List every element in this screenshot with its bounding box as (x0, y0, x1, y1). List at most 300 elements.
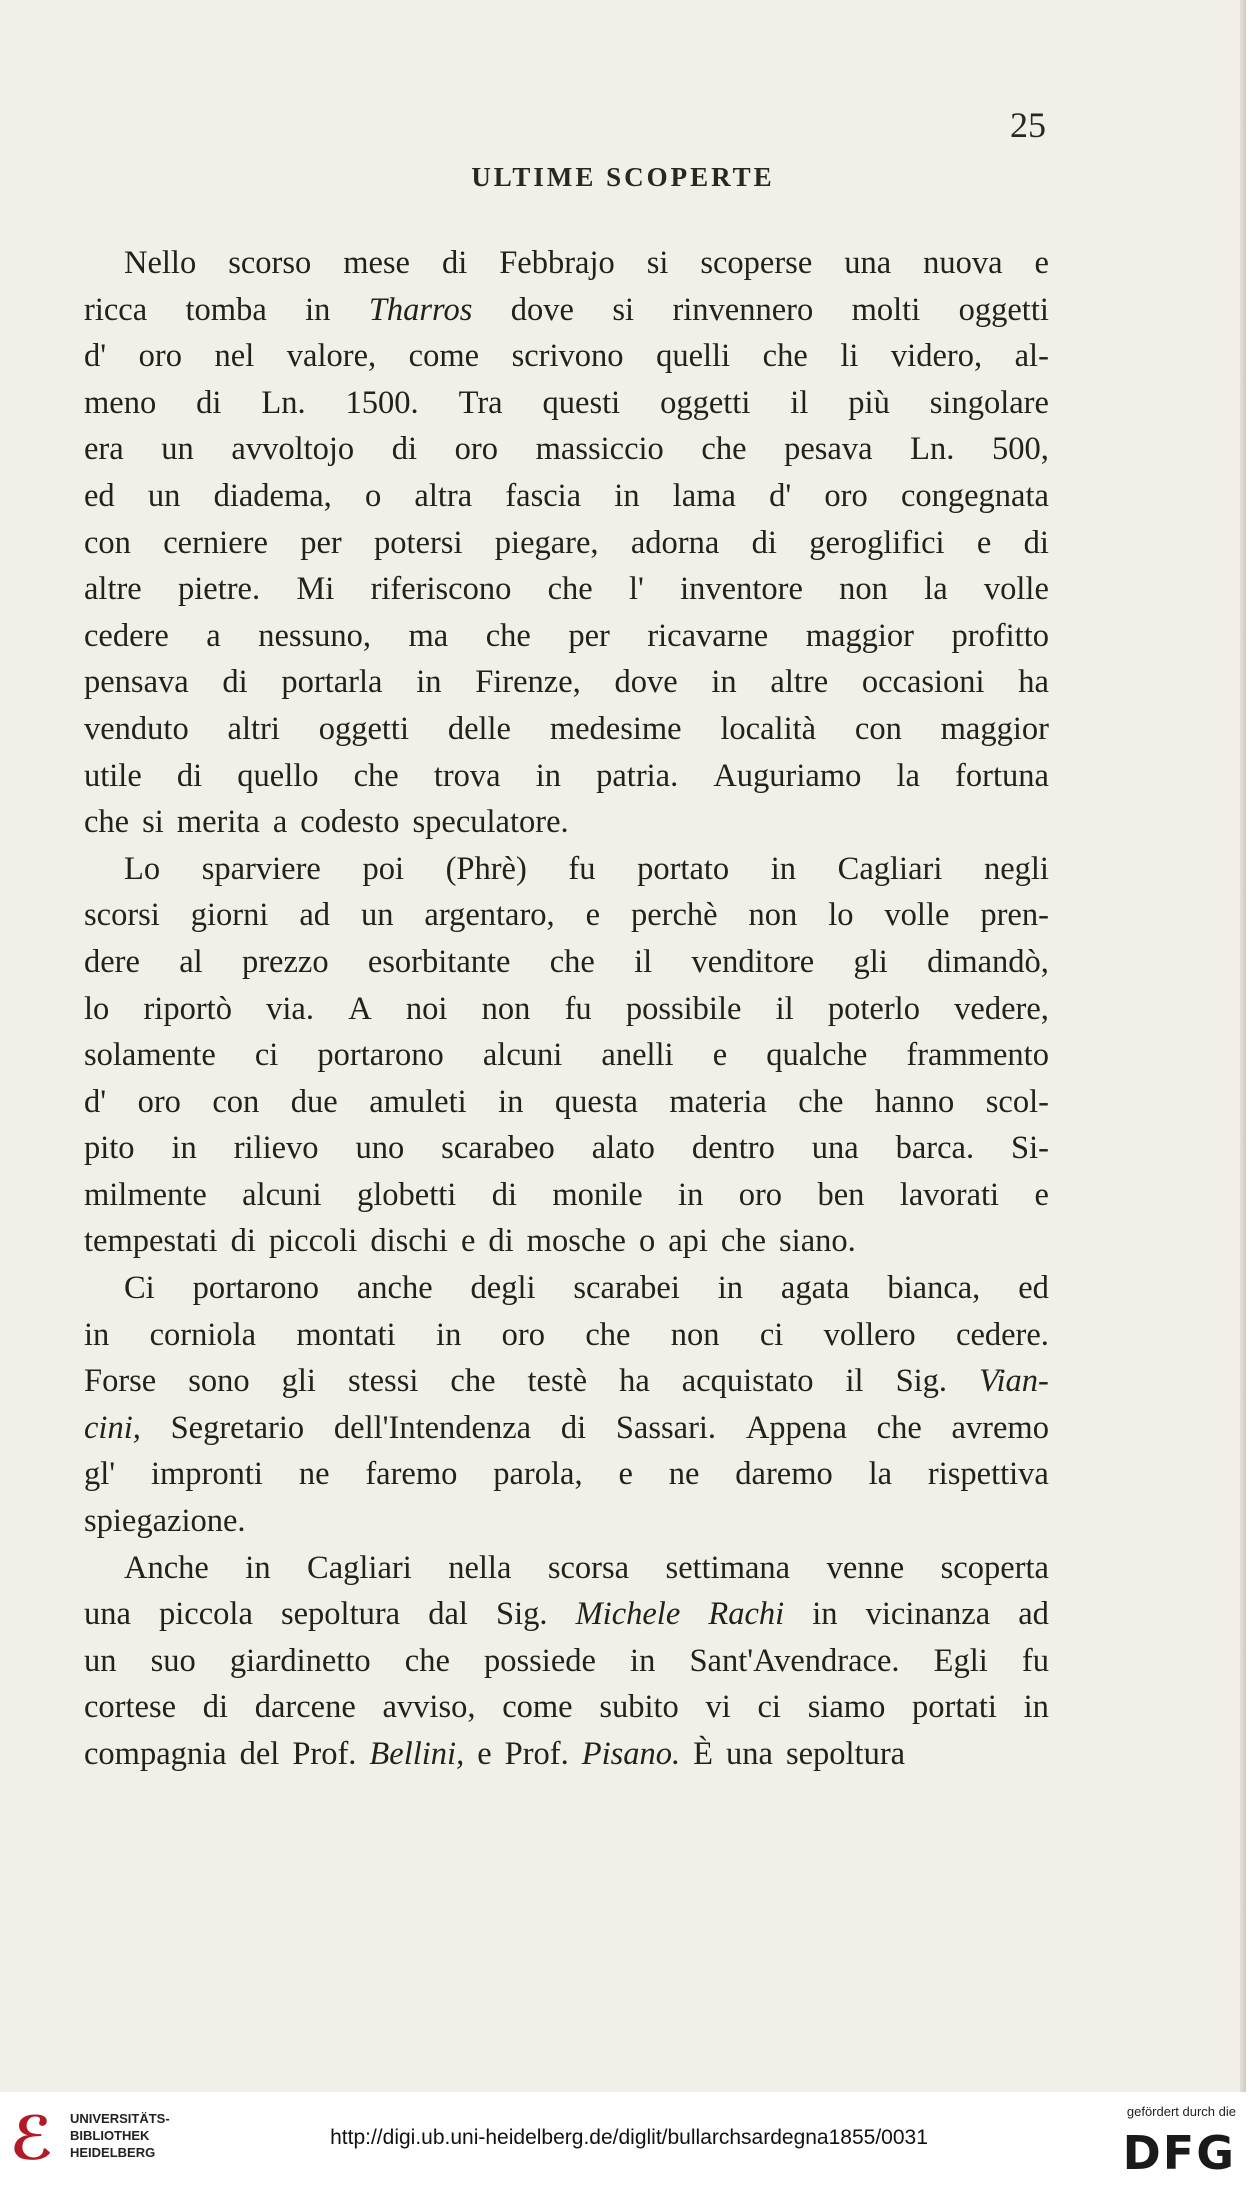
text-line (84, 333, 1049, 380)
word: un (360, 897, 394, 934)
word: venditore (691, 943, 815, 980)
word: una (811, 1130, 859, 1167)
word: venne (826, 1549, 905, 1586)
word: noi (405, 990, 448, 1027)
word: Tharros (368, 291, 473, 328)
text-line (84, 1545, 1049, 1592)
text-line (84, 986, 1049, 1033)
word: ed (84, 477, 115, 514)
word: fu (1021, 1642, 1049, 1679)
word: nessuno, (258, 617, 372, 654)
word: ricca (84, 291, 148, 328)
word: fu (564, 990, 592, 1027)
word: non (670, 1316, 720, 1353)
word: di (488, 1223, 514, 1260)
word: del (239, 1736, 280, 1772)
word: oro (738, 1176, 783, 1213)
text-line (84, 799, 1049, 846)
word: occasioni (861, 664, 985, 701)
text-line (84, 473, 1049, 520)
word: che (450, 1363, 496, 1400)
word: in (1023, 1689, 1049, 1726)
word: al (179, 943, 203, 980)
word: scarabei (573, 1270, 680, 1307)
word: che (876, 1409, 922, 1446)
word: poterlo (827, 990, 920, 1027)
word: oggetti (318, 710, 409, 747)
word: A (348, 990, 372, 1027)
word: cini, (84, 1409, 141, 1446)
word: Prof. (504, 1736, 569, 1772)
word: videro, (890, 338, 983, 375)
word: con (212, 1083, 260, 1120)
word: rilievo (233, 1130, 319, 1167)
word: settimana (665, 1549, 791, 1586)
funded-by-label: gefördert durch die (1126, 2104, 1236, 2119)
word: subito (599, 1689, 679, 1726)
word: pesava (784, 431, 873, 468)
word: quello (237, 757, 319, 794)
word: scorsi (84, 897, 160, 934)
word: che (549, 943, 595, 980)
word: Tra (458, 384, 503, 421)
word: piccola (159, 1596, 253, 1633)
word: stessi (347, 1363, 419, 1400)
word: un (84, 1642, 117, 1679)
text-line (84, 659, 1049, 706)
word: possibile (625, 990, 742, 1027)
word: l' (629, 571, 644, 608)
page-edge (1240, 0, 1246, 2092)
word: profitto (951, 617, 1049, 654)
word: degli (470, 1270, 536, 1307)
word: piccoli (268, 1223, 358, 1260)
word: congegnata (900, 477, 1049, 514)
word: siamo (807, 1689, 886, 1726)
word: come (502, 1689, 573, 1726)
word: scrivono (511, 338, 624, 375)
word: hanno (874, 1083, 955, 1120)
word: come (408, 338, 480, 375)
word: che (762, 338, 808, 375)
word: lo (828, 897, 854, 934)
word: ne (298, 1456, 330, 1493)
word: d' (84, 1083, 107, 1120)
word: lo (84, 990, 110, 1027)
word: in (812, 1596, 838, 1633)
word: con (854, 710, 902, 747)
word: maggior (805, 617, 914, 654)
word: in (678, 1176, 704, 1213)
word: portato (637, 850, 730, 887)
word: si (646, 245, 669, 281)
word: scol- (985, 1083, 1049, 1120)
word: venduto (84, 710, 189, 747)
text-line (84, 613, 1049, 660)
word: Sassari. (615, 1409, 717, 1446)
word: monile (552, 1176, 643, 1213)
text-line (84, 380, 1049, 427)
word: bianca, (887, 1270, 981, 1307)
word: pito (84, 1130, 135, 1167)
word: vollero (823, 1316, 916, 1353)
word: due (290, 1083, 338, 1120)
word: non (748, 897, 798, 934)
word: portarono (317, 1037, 444, 1074)
word: di (751, 524, 777, 561)
word: Forse (84, 1363, 157, 1400)
word: ha (1018, 664, 1049, 701)
word: d' (84, 338, 107, 375)
text-line (84, 1405, 1049, 1452)
word: dal (428, 1596, 468, 1633)
word: si (612, 291, 635, 328)
word: ben (817, 1176, 865, 1213)
word: oggetti (958, 291, 1049, 328)
word: riportò (143, 990, 232, 1027)
word: Sig. (496, 1596, 548, 1633)
text-line (84, 1032, 1049, 1079)
word: mese (343, 245, 410, 281)
word: alcuni (482, 1037, 563, 1074)
word: Sant'Avendrace. (689, 1642, 900, 1679)
word: portati (912, 1689, 997, 1726)
word: piegare, (494, 524, 599, 561)
word: solamente (84, 1037, 216, 1074)
word: ne (668, 1456, 700, 1493)
word: qualche (766, 1037, 868, 1074)
word: al- (1014, 338, 1049, 375)
word: di (391, 431, 418, 468)
word: perchè (630, 897, 718, 934)
word: di (196, 384, 222, 421)
word: oggetti (660, 384, 751, 421)
word: anche (356, 1270, 433, 1307)
word: o (638, 1223, 656, 1260)
word: agata (780, 1270, 850, 1307)
word: Ln. (261, 384, 306, 421)
word: altre (84, 571, 142, 608)
word: milmente (84, 1176, 207, 1213)
word: in (630, 1642, 656, 1679)
word: in (711, 664, 737, 701)
word: mosche (526, 1223, 626, 1260)
word: di (202, 1689, 229, 1726)
word: località (720, 710, 817, 747)
word: ma (408, 617, 449, 654)
word: Nello (124, 245, 197, 281)
text-line (84, 426, 1049, 473)
word: Ln. (910, 431, 955, 468)
word: d' (769, 477, 792, 514)
text-line (84, 1451, 1049, 1498)
word: possiede (484, 1642, 596, 1679)
word: che (585, 1316, 631, 1353)
word: darcene (254, 1689, 356, 1726)
permalink-url[interactable]: http://digi.ub.uni-heidelberg.de/diglit/bullarchsardegna1855/0031 (330, 2126, 928, 2149)
word: di (1023, 524, 1049, 561)
word: testè (527, 1363, 588, 1400)
word: di (222, 664, 248, 701)
body-text (84, 240, 1049, 1778)
word: inventore (680, 571, 803, 608)
word: spiegazione. (84, 1503, 246, 1540)
word: ed (1018, 1270, 1049, 1307)
word: potersi (374, 524, 463, 561)
word: utile (84, 757, 142, 794)
word: dentro (691, 1130, 775, 1167)
word: suo (150, 1642, 196, 1679)
word: daremo (735, 1456, 833, 1493)
library-name-line: BIBLIOTHEK (70, 2128, 150, 2143)
word: che (353, 757, 399, 794)
word: globetti (356, 1176, 457, 1213)
text-line (84, 287, 1049, 334)
word: di (176, 757, 203, 794)
text-line (84, 1125, 1049, 1172)
word: dell'Intendenza (333, 1409, 532, 1446)
word: scoperse (700, 245, 813, 281)
word: Sig. (895, 1363, 948, 1400)
word: via. (266, 990, 314, 1027)
text-line (84, 520, 1049, 567)
word: la (924, 571, 948, 608)
word: alato (591, 1130, 655, 1167)
word: Rachi (708, 1596, 785, 1633)
word: e (1034, 1176, 1049, 1213)
text-line (84, 240, 1049, 287)
word: geroglifici (809, 524, 945, 561)
word: non (839, 571, 888, 608)
word: trova (433, 757, 501, 794)
word: oro (137, 1083, 181, 1120)
word: cedere. (956, 1316, 1049, 1353)
word: che (485, 617, 531, 654)
word: dove (510, 291, 574, 328)
word: altre (770, 664, 829, 701)
text-line (84, 753, 1049, 800)
word: argentaro, (424, 897, 555, 934)
word: di (560, 1409, 587, 1446)
word: il (775, 990, 794, 1027)
word: sono (188, 1363, 250, 1400)
word: avremo (951, 1409, 1049, 1446)
text-line (84, 566, 1049, 613)
text-line (84, 1079, 1049, 1126)
page-number: 25 (1010, 105, 1046, 145)
text-line (84, 1265, 1049, 1312)
word: dischi (370, 1223, 448, 1260)
word: sepoltura (280, 1596, 401, 1633)
word: anelli (601, 1037, 674, 1074)
word: il (790, 384, 809, 421)
word: nuova (923, 245, 1003, 281)
word: pietre. (178, 571, 261, 608)
word: materia (669, 1083, 767, 1120)
viewer-footer (0, 2092, 1258, 2188)
word: siano. (779, 1223, 856, 1260)
word: meno (84, 384, 157, 421)
word: patria. (596, 757, 679, 794)
word: gli (853, 943, 888, 980)
word: Michele (575, 1596, 681, 1633)
word: in (171, 1130, 197, 1167)
word: dove (614, 664, 678, 701)
word: valore, (286, 338, 377, 375)
word: un (147, 477, 181, 514)
text-line (84, 1312, 1049, 1359)
word: rispettiva (927, 1456, 1049, 1493)
word: gli (281, 1363, 316, 1400)
word: gl' (84, 1456, 116, 1493)
word: Lo (124, 850, 161, 887)
word: oro (824, 477, 868, 514)
word: oro (501, 1316, 545, 1353)
word: portarla (281, 664, 383, 701)
word: Bellini, (369, 1736, 465, 1772)
word: in (436, 1316, 462, 1353)
word: in (770, 850, 797, 887)
word: ricavarne (647, 617, 769, 654)
word: in (245, 1549, 271, 1586)
word: compagnia (84, 1736, 227, 1772)
word: scoperta (940, 1549, 1049, 1586)
word: 500, (992, 431, 1049, 468)
word: che (720, 1223, 767, 1260)
text-line (84, 1684, 1049, 1731)
word: una (726, 1736, 773, 1772)
word: volle (884, 897, 950, 934)
word: fascia (505, 477, 582, 514)
word: 1500. (345, 384, 419, 421)
word: Firenze, (475, 664, 581, 701)
word: e (618, 1456, 633, 1493)
word: sparviere (201, 850, 321, 887)
word: riferiscono (370, 571, 512, 608)
word: o (364, 477, 382, 514)
word: Egli (933, 1642, 988, 1679)
word: (Phrè) (445, 850, 527, 887)
word: barca. (895, 1130, 975, 1167)
word: portarono (192, 1270, 319, 1307)
word: in (717, 1270, 744, 1307)
word: ad (1018, 1596, 1049, 1633)
word: Vian- (979, 1363, 1049, 1400)
word: giardinetto (229, 1642, 371, 1679)
word: di (230, 1223, 256, 1260)
word: Prof. (292, 1736, 357, 1772)
word: a (206, 617, 221, 654)
word: vedere, (954, 990, 1049, 1027)
word: che (404, 1642, 450, 1679)
word: si (142, 804, 164, 841)
word: Cagliari (307, 1549, 412, 1586)
library-name-line: HEIDELBERG (70, 2145, 156, 2160)
word: Auguriamo (713, 757, 862, 794)
word: e (585, 897, 601, 934)
word: molti (851, 291, 921, 328)
word: oro (138, 338, 182, 375)
word: in (498, 1083, 524, 1120)
word: faremo (365, 1456, 458, 1493)
word: adorna (630, 524, 720, 561)
word: più (848, 384, 890, 421)
word: giorni (190, 897, 269, 934)
word: ad (299, 897, 331, 934)
text-line (84, 939, 1049, 986)
word: in (305, 291, 331, 328)
text-line (84, 1218, 1049, 1265)
word: lavorati (899, 1176, 1000, 1213)
word: Mi (296, 571, 335, 608)
word: e (1034, 245, 1049, 281)
word: Cagliari (837, 850, 943, 887)
word: rinvennero (672, 291, 814, 328)
word: a (272, 804, 288, 841)
text-line (84, 1172, 1049, 1219)
word: fu (568, 850, 596, 887)
word: Pisano. (581, 1736, 681, 1772)
text-line (84, 892, 1049, 939)
word: fortuna (955, 757, 1049, 794)
word: scorsa (547, 1549, 630, 1586)
word: api (668, 1223, 708, 1260)
word: altra (414, 477, 473, 514)
word: nella (448, 1549, 512, 1586)
text-line (84, 1731, 1049, 1778)
word: cedere (84, 617, 169, 654)
word: avviso, (382, 1689, 476, 1726)
word: la (868, 1456, 893, 1493)
word: medesime (549, 710, 682, 747)
word: sepoltura (785, 1736, 906, 1772)
word: era (84, 431, 124, 468)
word: una (844, 245, 892, 281)
word: speculatore. (412, 804, 569, 841)
word: cerniere (163, 524, 268, 561)
word: il (845, 1363, 864, 1400)
word: questi (542, 384, 621, 421)
word: Febbrajo (499, 245, 615, 281)
section-heading: ULTIME SCOPERTE (471, 162, 775, 192)
word: per (300, 524, 342, 561)
word: singolare (929, 384, 1049, 421)
word: avvoltojo (231, 431, 355, 468)
word: ci (757, 1689, 781, 1726)
text-line (84, 1638, 1049, 1685)
word: Appena (745, 1409, 847, 1446)
word: che (701, 431, 747, 468)
word: È (693, 1736, 714, 1772)
word: dimandò, (927, 943, 1049, 980)
word: merita (176, 804, 260, 841)
word: altri (227, 710, 280, 747)
word: pren- (980, 897, 1049, 934)
word: frammento (906, 1037, 1049, 1074)
word: nel (214, 338, 255, 375)
word: questa (554, 1083, 638, 1120)
word: e (460, 1223, 476, 1260)
word: una (84, 1596, 131, 1633)
word: la (896, 757, 920, 794)
word: prezzo (241, 943, 329, 980)
word: Si- (1011, 1130, 1049, 1167)
word: acquistato (681, 1363, 814, 1400)
word: in (535, 757, 561, 794)
word: in (84, 1316, 110, 1353)
word: ci (254, 1037, 279, 1074)
word: quelli (656, 338, 731, 375)
